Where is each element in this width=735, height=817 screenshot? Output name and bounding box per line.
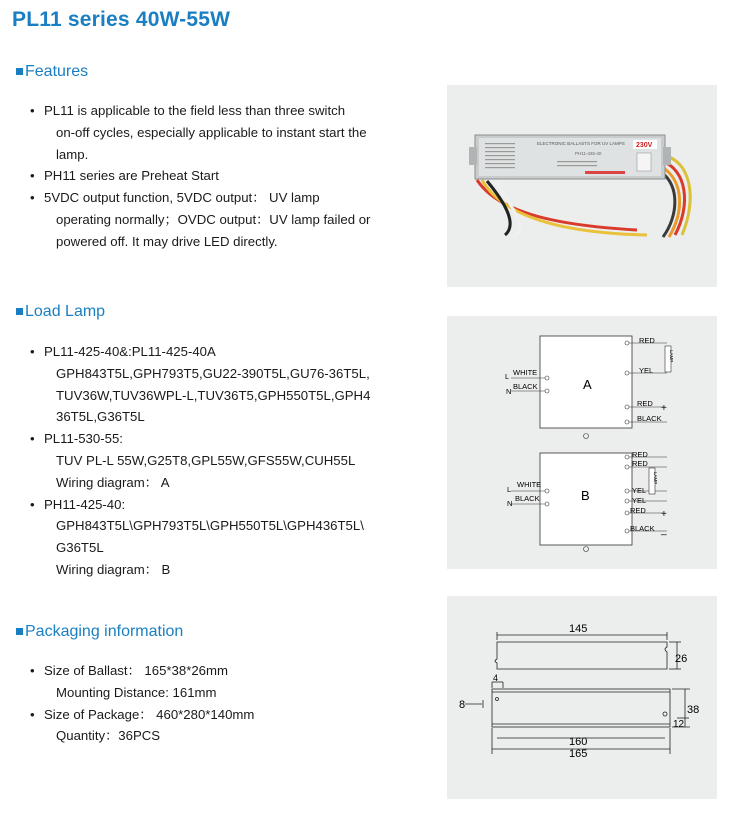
list-item-text: G36T5L bbox=[56, 540, 104, 556]
dim-top-length: 145 bbox=[569, 623, 588, 635]
ballast-label: ELECTRONIC BALLASTS FOR UV LAMPS bbox=[537, 141, 625, 146]
wire-red-bottom-label: RED bbox=[630, 506, 646, 515]
list-item bbox=[28, 209, 370, 231]
list-item-text: TUV36W,TUV36WPL-L,TUV36T5,GPH550T5L,GPH4 bbox=[56, 387, 371, 403]
wire-red-label: RED bbox=[632, 450, 648, 459]
list-item bbox=[28, 144, 370, 166]
wire-yel-label: YEL bbox=[632, 486, 647, 495]
plus-sign: + bbox=[661, 403, 667, 414]
square-bullet-icon bbox=[16, 628, 23, 635]
list-item bbox=[28, 363, 370, 385]
diagram-b-letter: B bbox=[581, 488, 590, 503]
lamp-label: LAMP bbox=[653, 472, 658, 485]
list-item-text: Size of Ballast： 165*38*26mm bbox=[44, 663, 228, 678]
list-item bbox=[28, 704, 254, 726]
square-bullet-icon bbox=[16, 308, 23, 315]
wiring-diagram-panel bbox=[447, 316, 717, 569]
dim-mount: 160 bbox=[569, 736, 588, 748]
bullet-icon: • bbox=[30, 103, 35, 118]
lamp-label: LAMP bbox=[669, 350, 674, 363]
line-l-label: L bbox=[505, 372, 510, 381]
list-item bbox=[28, 428, 370, 450]
list-item bbox=[28, 660, 254, 682]
list-item-text: Mounting Distance: 161mm bbox=[56, 684, 217, 700]
list-item bbox=[28, 537, 370, 559]
list-item-text: PL11-530-55: bbox=[44, 431, 123, 447]
bullet-icon: • bbox=[30, 168, 35, 184]
line-l-label: L bbox=[507, 485, 512, 494]
dim-inner-width: 12 bbox=[673, 719, 685, 730]
load-lamp-heading: Load Lamp bbox=[16, 303, 105, 321]
page-title: PL11 series 40W-55W bbox=[12, 8, 231, 31]
list-item bbox=[28, 187, 370, 209]
wire-yel-label: YEL bbox=[639, 366, 654, 375]
diagram-a-letter: A bbox=[583, 377, 592, 392]
dim-overall: 165 bbox=[569, 748, 588, 760]
list-item-text: PH11-425-40: bbox=[44, 496, 126, 512]
bullet-icon: • bbox=[30, 190, 35, 206]
dim-hole: 8 bbox=[459, 699, 466, 711]
wire-black-bottom-label: BLACK bbox=[630, 524, 655, 533]
dim-offset: 4 bbox=[493, 673, 499, 683]
bullet-icon: • bbox=[30, 706, 35, 722]
plus-sign: + bbox=[661, 509, 667, 520]
wire-black-label: BLACK bbox=[513, 382, 538, 391]
list-item bbox=[28, 559, 370, 581]
packaging-heading: Packaging information bbox=[16, 623, 183, 641]
list-item bbox=[28, 450, 370, 472]
list-item bbox=[28, 515, 370, 537]
packaging-list bbox=[28, 660, 254, 747]
list-item-text: GPH843T5L,GPH793T5,GU22-390T5L,GU76-36T5L, bbox=[56, 365, 370, 381]
list-item-text: Wiring diagram： A bbox=[56, 474, 170, 490]
wire-red-label: RED bbox=[639, 336, 655, 345]
list-item bbox=[28, 385, 370, 407]
wire-black-label: BLACK bbox=[515, 494, 540, 503]
line-n-label: N bbox=[507, 499, 513, 508]
wire-red-bottom-label: RED bbox=[637, 399, 653, 408]
list-item bbox=[28, 122, 370, 144]
list-item bbox=[28, 100, 370, 122]
line-n-label: N bbox=[506, 387, 512, 396]
list-item-text: operating normally；OVDC output：UV lamp failed or bbox=[56, 211, 371, 227]
list-item-text: Quantity：36PCS bbox=[56, 728, 161, 744]
list-item-text: powered off. It may drive LED directly. bbox=[56, 233, 278, 249]
list-item-text: PL11 is applicable to the field less than three switch bbox=[44, 103, 346, 118]
wire-white-label: WHITE bbox=[513, 368, 538, 377]
bullet-icon: • bbox=[30, 663, 35, 678]
list-item-text: Wiring diagram： B bbox=[56, 561, 171, 577]
wire-red-label: RED bbox=[632, 459, 648, 468]
list-item-text: 36T5L,G36T5L bbox=[56, 409, 145, 425]
dim-height: 26 bbox=[675, 653, 688, 665]
list-item bbox=[28, 494, 370, 516]
list-item-text: on-off cycles, especially applicable to instant start the bbox=[56, 124, 367, 140]
list-item bbox=[28, 231, 370, 253]
wire-white-label: WHITE bbox=[517, 480, 542, 489]
list-item-text: lamp. bbox=[56, 146, 89, 162]
list-item-text: TUV PL-L 55W,G25T8,GPL55W,GFS55W,CUH55L bbox=[56, 452, 356, 468]
list-item-text: 5VDC output function, 5VDC output： UV lamp bbox=[44, 190, 320, 206]
list-item-text: PH11 series are Preheat Start bbox=[44, 168, 219, 184]
features-list bbox=[28, 100, 370, 253]
load-lamp-list bbox=[28, 341, 370, 581]
dimension-drawing-panel bbox=[447, 596, 717, 799]
wiring-diagram-a bbox=[505, 336, 674, 439]
list-item bbox=[28, 341, 370, 363]
bullet-icon: • bbox=[30, 496, 35, 512]
ballast-voltage: 230V bbox=[636, 142, 653, 149]
wire-black-bottom-label: BLACK bbox=[637, 414, 662, 423]
wiring-diagram-b bbox=[507, 450, 667, 552]
dim-width: 38 bbox=[687, 704, 700, 716]
ballast-photo bbox=[447, 85, 717, 287]
list-item bbox=[28, 682, 254, 704]
bullet-icon: • bbox=[30, 344, 35, 359]
list-item bbox=[28, 165, 370, 187]
features-heading: Features bbox=[16, 63, 88, 81]
ballast-model: PH11-425-40 bbox=[575, 151, 602, 156]
list-item-text: PL11-425-40&:PL11-425-40A bbox=[44, 344, 216, 359]
list-item bbox=[28, 406, 370, 428]
bullet-icon: • bbox=[30, 431, 35, 447]
list-item bbox=[28, 725, 254, 747]
wire-yel-label: YEL bbox=[632, 496, 647, 505]
minus-sign: _ bbox=[661, 525, 667, 536]
square-bullet-icon bbox=[16, 68, 23, 75]
list-item-text: Size of Package： 460*280*140mm bbox=[44, 706, 255, 722]
list-item-text: GPH843T5L\GPH793T5L\GPH550T5L\GPH436T5L\ bbox=[56, 518, 364, 534]
list-item bbox=[28, 472, 370, 494]
